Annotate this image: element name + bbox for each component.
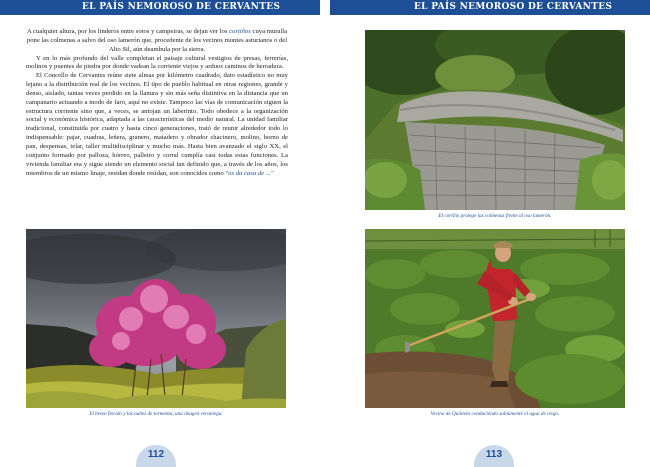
- left-page: [0, 0, 320, 461]
- paragraph-2: Y en lo más profundo del valle completan el paisaje cultural vestigios de presas, ferrerías, molinos y puentes de piedra por donde vadean la corriente viejos y arduos caminos de herradura.: [26, 54, 288, 71]
- farmer-caption: Vecino de Quintela conduciendo sabiamente el agua de riego.: [430, 411, 560, 417]
- cortino-caption: El cortiño protege las colmenas frente al oso lamerón.: [438, 213, 552, 219]
- cortino-photo: [365, 30, 625, 210]
- heather-photo: [26, 229, 286, 408]
- casa-quote: "os da casa de ...": [225, 169, 274, 177]
- book-gutter: [320, 0, 330, 461]
- right-running-header: EL PAÍS NEMOROSO DE CERVANTES: [330, 0, 650, 15]
- farmer-illustration: [365, 229, 625, 408]
- heather-illustration: [26, 229, 286, 408]
- heather-caption: El brezo florido y las nubes de tormenta, una imagen veraniega.: [89, 411, 223, 417]
- cortino-illustration: [365, 30, 625, 210]
- left-running-header: EL PAÍS NEMOROSO DE CERVANTES: [0, 0, 320, 15]
- right-page: [330, 0, 650, 461]
- paragraph-3: El Concello de Cervantes reúne siete almas por kilómetro cuadrado, dato estadístico no muy lejano a la distribución real de los vecinos. El tipo de pueblo habitual en otras regiones, grande y denso, aislado, tantas veces perdido en la llanura y sin más seña distintiva en la distancia que un campanario actuando a modo de faro, aquí no existe. Tampoco las vías de comunicación siguen la estructura corriente sino que, a veces, se antojan un laberinto. Todo obedece a la organización social y económica histórica, adaptada a las características del medio natural. La unidad familiar tradicional, constituida por cuatro y hasta cinco generaciones, trató de reunir alrededor todo lo indispensable: pajar, cuadras, leñera, granero, matadero y obrador chacinero, molino, horno de pan, despensas, telar, taller multidisciplinar y mucho más. Hasta bien avanzado el siglo XX, el conjunto formado por palloza, hórreo, palleiro y corral cumplía casi todas estas funciones. La vivienda familiar era y sigue siendo un elemento social tan definido que, a través de los años, los miembros de un mismo linaje, residan donde residan, son conocidos como "os da casa de ...": [26, 72, 288, 177]
- farmer-photo: [365, 229, 625, 408]
- left-page-number: 112: [136, 445, 176, 467]
- cortinos-term: cortiños: [229, 28, 251, 35]
- left-body-text: [26, 28, 288, 178]
- right-page-number: 113: [474, 445, 514, 467]
- paragraph-1: A cualquier altura, por los linderos entre sotos y campeiras, se dejan ver los cortiños cuya muralla pone las colmenas a salvo del oso lamerón que, procedente de los vecinos montes asturianos o del Alto Sil, aún deambula por la sierra.: [26, 28, 288, 53]
